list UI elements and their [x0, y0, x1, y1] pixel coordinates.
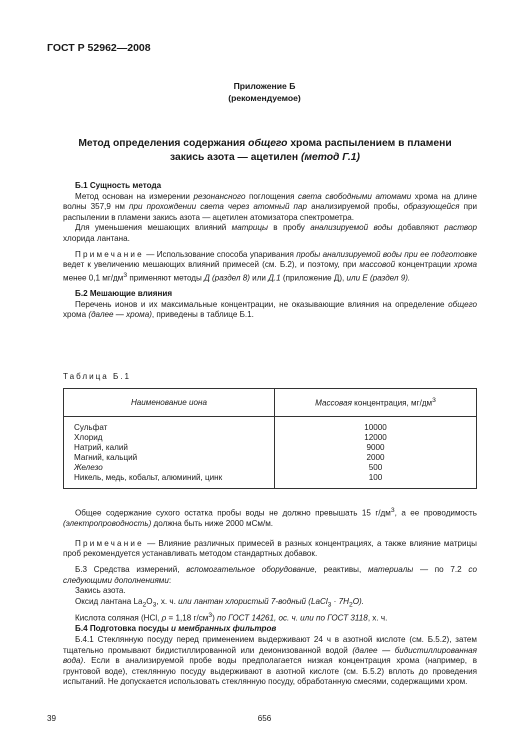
title-text: общего	[248, 138, 288, 149]
table-caption: Таблица Б.1	[63, 372, 132, 381]
title-text: закись азота — ацетилен	[170, 152, 301, 163]
ion-name: Магний, кальций	[64, 453, 275, 463]
ion-name: Натрий, калий	[64, 443, 275, 453]
ion-value: 12000	[275, 433, 477, 443]
paragraph: Б.3 Средства измерений, вспомогательное оборудование, реактивы, материалы — по 7.2 со следующими дополнениями:	[63, 565, 477, 585]
note: Примечание — Влияние различных примесей в разных концентрациях, а также влияние матрицы проб рекомендуется устанавливать методом стандартных добавок.	[63, 538, 477, 559]
list-item: Кислота соляная (HCl, ρ = 1,18 $г/см^3$) по ГОСТ 14261, ос. ч. или по ГОСТ 3118, х. ч.	[75, 612, 388, 623]
table-row	[64, 453, 477, 463]
ion-value: 100	[275, 473, 477, 489]
paragraph: Общее содержание сухого остатка пробы воды не должно превышать 15 $г/дм^3$, а ее проводимость (электропроводность) должна быть ниже 2000 мСм/м.	[63, 507, 477, 529]
table-row	[64, 417, 477, 433]
ion-name: Хлорид	[64, 433, 275, 443]
ion-value: 10000	[275, 417, 477, 433]
ion-name: Сульфат	[64, 417, 275, 433]
method-title	[40, 137, 490, 165]
column-header: Наименование иона	[64, 389, 275, 417]
table-row	[64, 443, 477, 453]
paragraph: Метод основан на измерении резонансного поглощения света свободными атомами хрома на длине волны 357,9 нм при прохождении света через атомный пар анализируемой пробы, образующейся при распылении в пламени закись азота — ацетилен атомизатора спектрометра.	[63, 191, 477, 222]
title-text: Метод определения содержания	[78, 138, 249, 149]
title-text: (метод Г.1)	[300, 152, 360, 163]
paragraph: Б.4.1 Стеклянную посуду перед применением выдерживают 24 ч в азотной кислоте (см. Б.5.2), затем тщательно промывают бидистиллированной или деионизованной водой (далее — бидистиллированная вода). Если в анализируемой пробе воды предполагается низкая концентрация хрома (например, в грунтовой воде), стеклянную посуду выдерживают в азотной кислоте (см. Б.5.2) вплоть до проведения испытаний. Не допускается использовать стеклянную посуду, обработанную смесями, содержащими хром.	[63, 634, 477, 687]
title-text: хрома распылением в пламени	[287, 138, 452, 149]
ion-value: 2000	[275, 453, 477, 463]
table-row	[64, 463, 477, 473]
table-row	[64, 473, 477, 489]
column-header: Массовая концентрация, $мг/дм^3$	[275, 389, 477, 417]
ion-name: Никель, медь, кобальт, алюминий, цинк	[64, 473, 275, 489]
list-item: Закись азота.	[75, 586, 126, 596]
section-heading: Б.1 Сущность метода	[75, 181, 162, 190]
section-heading: Б.2 Мешающие влияния	[75, 289, 173, 299]
ion-table	[63, 388, 477, 489]
page-number-center: 656	[257, 714, 272, 723]
standard-number: ГОСТ Р 52962—2008	[47, 42, 151, 54]
list-item: Оксид лантана $La_2O_3$, х. ч. или лантан хлористый 7-водный (LaCl$_3$ · $7H_2O$).	[75, 596, 364, 609]
section-after-table	[63, 506, 477, 688]
table-row	[64, 433, 477, 443]
paragraph: Для уменьшения мешающих влияний матрицы в пробу анализируемой воды добавляют раствор хлорида лантана.	[63, 223, 477, 243]
ion-value: 500	[275, 463, 477, 473]
ion-name: Железо	[64, 463, 275, 473]
paragraph: Перечень ионов и их максимальные концентрации, не оказывающие влияния на определение общего хрома (далее — хрома), приведены в таблице Б.1.	[63, 299, 477, 320]
ion-value: 9000	[275, 443, 477, 453]
note: Примечание — Использование способа упаривания пробы анализируемой воды при ее подготовке ведет к увеличению мешающих влияний примесей (см. Б.2), и поэтому, при массовой концентрации хрома менее 0,1 $мг/дм^3$ применяют методы Д (раздел 8) или Д.1 (приложение Д), или Е (раздел 9).	[63, 249, 477, 283]
page-number-left: 39	[47, 714, 57, 723]
section-heading: Б.4 Подготовка посуды и мембранных фильтров	[75, 624, 277, 634]
appendix-status: (рекомендуемое)	[228, 93, 301, 103]
appendix-title: Приложение Б	[233, 81, 296, 91]
section-b1	[63, 181, 477, 321]
